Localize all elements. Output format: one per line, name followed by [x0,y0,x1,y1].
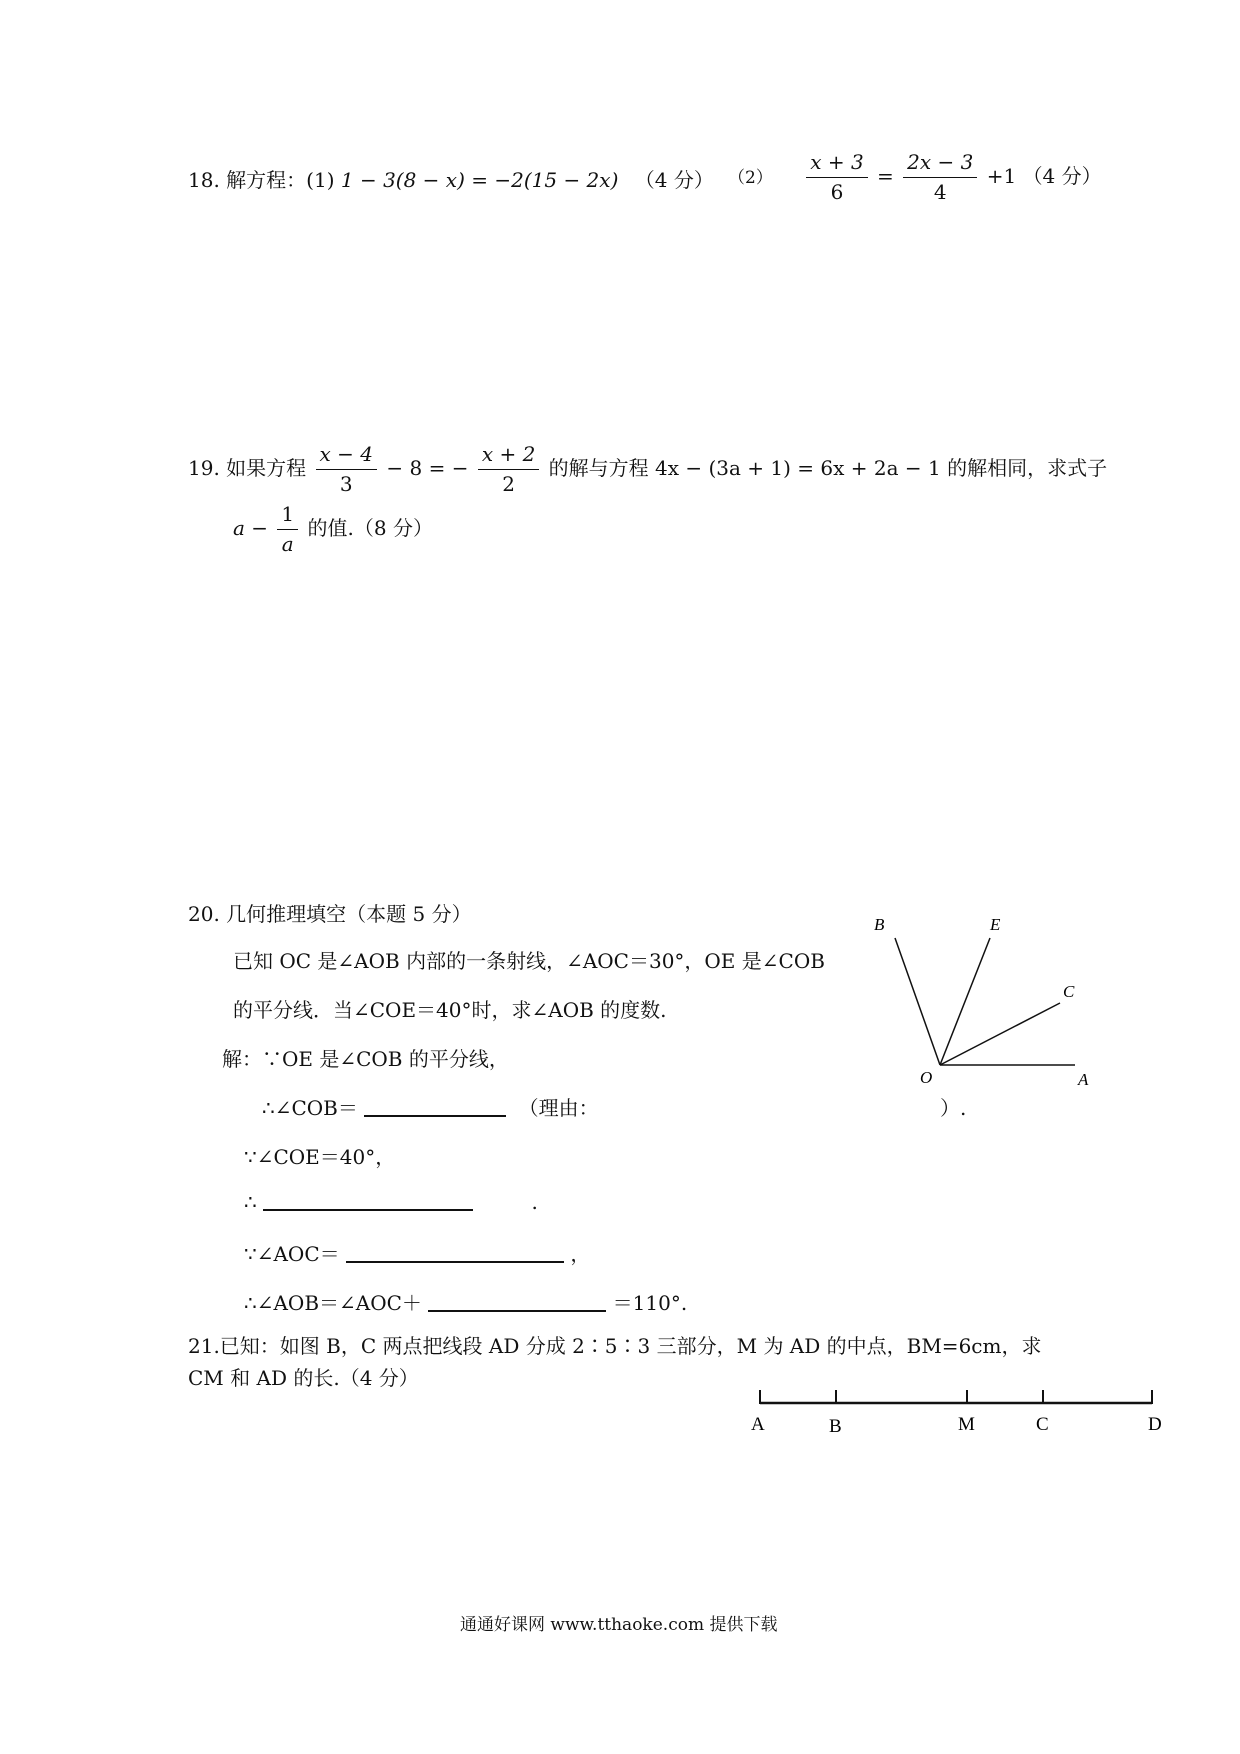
q20-solution-line2 [262,1092,599,1121]
q19-fraction-2-denominator: 2 [502,472,515,496]
q20-solution-line3: ∵∠COE＝40°， [244,1145,396,1169]
q20-solution-line4 [244,1190,538,1214]
q20-aob-prefix: ∴∠AOB＝∠AOC＋ [244,1291,422,1315]
q18-equals: = [877,164,894,188]
q20-given-line1: 已知 OC 是∠AOB 内部的一条射线，∠AOC＝30°，OE 是∠COB [233,949,825,973]
q18-fraction-2-denominator: 4 [933,180,947,204]
ray-ob [895,938,940,1065]
q20-step-dot: . [531,1190,538,1214]
q21-line2: CM 和 AD 的长.（4 分） [188,1366,419,1390]
q18-fraction-1-denominator: 6 [830,180,844,204]
label-e: E [990,915,1001,934]
q19-fraction-1-denominator: 3 [339,472,353,496]
q20-step-blank[interactable] [263,1191,473,1211]
label-b: B [874,915,885,934]
point-label-c: C [1036,1414,1049,1435]
ray-oc [940,1003,1060,1065]
q18-fraction-2-numerator: 2x − 3 [903,150,977,178]
q20-aoc-prefix: ∵∠AOC＝ [244,1242,340,1266]
q19-fraction-3-denominator: a [281,532,294,556]
q18-fraction-1 [806,150,867,205]
q20-solution-line6 [244,1287,687,1316]
q20-cob-prefix: ∴∠COB＝ [262,1096,358,1120]
q19-line1 [188,442,1107,497]
q20-title: 20. 几何推理填空（本题 5 分） [188,902,472,926]
q18-part1-equation: 1 − 3(8 − x) = −2(15 − 2x) [340,168,619,192]
q20-solution-line1: 解：∵OE 是∠COB 的平分线， [222,1047,509,1071]
label-c: C [1063,982,1075,1001]
label-o: O [920,1068,933,1087]
q18-line [188,164,714,193]
q18-label: 18. 解方程： [188,168,307,192]
q19-line2 [233,502,433,557]
q18-part1-number: (1) [306,168,335,192]
q20-given-line2: 的平分线．当∠COE＝40°时，求∠AOB 的度数. [233,998,667,1022]
q20-reason-close: ）. [940,1096,967,1120]
segment-figure [740,1378,1180,1438]
q19-text: 的解与方程 4x − (3a + 1) = 6x + 2a − 1 的解相同，求式子 [548,456,1108,480]
q18-part2-number: （2） [728,168,773,188]
q18-fraction-1-numerator: x + 3 [806,150,867,178]
q19-fraction-3-numerator: 1 [277,502,298,530]
q18-fraction-2 [903,150,977,205]
q18-part2-score: （4 分） [1022,164,1102,188]
q19-fraction-2 [478,442,539,497]
q21-line1: 21.已知：如图 B，C 两点把线段 AD 分成 2∶5∶3 三部分，M 为 AD 的中点，BM=6cm，求 [188,1334,1042,1358]
q20-reason-label: （理由： [518,1096,599,1120]
ray-oe [940,938,990,1065]
q18-plus-one: +1 [986,164,1017,188]
point-label-d: D [1148,1414,1162,1435]
q19-middle: − 8 = − [386,456,469,480]
q20-solution-line5 [244,1238,590,1267]
q20-cob-blank[interactable] [364,1097,506,1117]
q20-aoc-comma: ， [570,1242,591,1266]
q19-text2: 的值.（8 分） [307,516,433,540]
q19-fraction-1 [316,442,377,497]
q20-aob-result: ＝110°. [612,1291,688,1315]
q19-label: 19. 如果方程 [188,456,307,480]
q18-part1-score: （4 分） [634,168,714,192]
q19-fraction-2-numerator: x + 2 [478,442,539,470]
q18-part2 [728,150,1102,205]
point-label-b: B [829,1416,842,1437]
q20-therefore: ∴ [244,1190,257,1214]
q19-fraction-1-numerator: x − 4 [316,442,377,470]
q19-fraction-3 [277,502,298,557]
point-label-m: M [958,1414,975,1435]
q19-expr-a: a − [233,516,269,540]
page-footer: 通通好课网 www.tthaoke.com 提供下载 [460,1615,778,1635]
q20-aob-blank[interactable] [428,1292,606,1312]
angle-figure [850,905,1110,1095]
label-a: A [1078,1070,1089,1089]
q20-aoc-blank[interactable] [346,1243,564,1263]
point-label-a: A [751,1414,765,1435]
